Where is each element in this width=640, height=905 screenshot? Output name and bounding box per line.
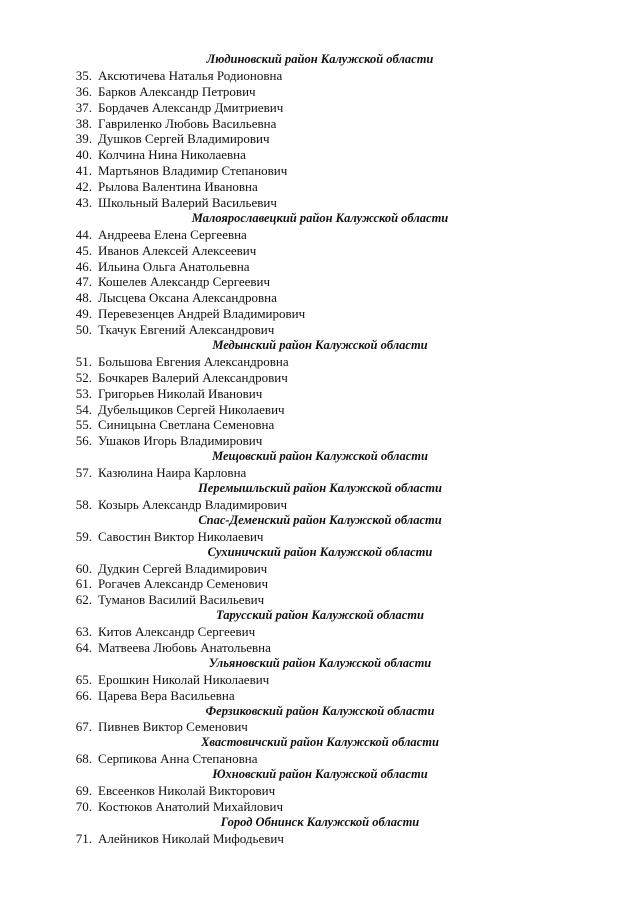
entry-number: 70. xyxy=(75,798,92,814)
entry-number: 39. xyxy=(75,131,92,147)
entry-number: 55. xyxy=(75,417,92,433)
list-item xyxy=(0,561,640,577)
entry-number: 66. xyxy=(75,687,92,703)
list-item xyxy=(0,640,640,656)
section-heading: Тарусский район Калужской области xyxy=(216,608,424,623)
entry-number: 49. xyxy=(75,306,92,322)
entry-name: Матвеева Любовь Анатольевна xyxy=(98,639,271,655)
list-item xyxy=(0,576,640,592)
entry-name: Савостин Виктор Николаевич xyxy=(98,528,264,544)
list-item xyxy=(0,751,640,767)
entry-number: 47. xyxy=(75,274,92,290)
entry-name: Ушаков Игорь Владимирович xyxy=(98,433,263,449)
entry-number: 44. xyxy=(75,226,92,242)
entry-name: Туманов Василий Васильевич xyxy=(98,592,265,608)
list-item xyxy=(0,688,640,704)
entry-number: 54. xyxy=(75,401,92,417)
entry-number: 67. xyxy=(75,719,92,735)
list-item xyxy=(0,227,640,243)
section-heading: Медынский район Калужской области xyxy=(212,338,428,353)
list-item xyxy=(0,672,640,688)
list-item xyxy=(0,195,640,211)
section-heading: Юхновский район Калужской области xyxy=(212,767,428,782)
list-item xyxy=(0,433,640,449)
entry-name: Большова Евгения Александровна xyxy=(98,353,289,369)
entry-name: Перевезенцев Андрей Владимирович xyxy=(98,306,306,322)
section-heading: Мещовский район Калужской области xyxy=(212,449,428,464)
entry-name: Душков Сергей Владимирович xyxy=(98,131,270,147)
entry-name: Рогачев Александр Семенович xyxy=(98,576,269,592)
list-item xyxy=(0,100,640,116)
entry-name: Ткачук Евгений Александрович xyxy=(98,322,275,338)
entry-number: 36. xyxy=(75,83,92,99)
section-heading: Людиновский район Калужской области xyxy=(206,52,434,66)
entry-number: 51. xyxy=(75,353,92,369)
section-heading: Спас-Деменский район Калужской области xyxy=(198,512,442,527)
entry-number: 60. xyxy=(75,560,92,576)
entry-name: Бочкарев Валерий Александрович xyxy=(98,369,288,385)
list-item xyxy=(0,68,640,84)
entry-name: Аксютичева Наталья Родионовна xyxy=(98,67,283,83)
list-item xyxy=(0,131,640,147)
section-heading: Перемышльский район Калужской области xyxy=(198,481,442,496)
list-item xyxy=(0,163,640,179)
entry-number: 61. xyxy=(75,576,92,592)
entry-name: Лысцева Оксана Александровна xyxy=(98,290,277,306)
list-item xyxy=(0,529,640,545)
document-page xyxy=(0,52,640,847)
entry-number: 46. xyxy=(75,258,92,274)
entry-name: Мартьянов Владимир Степанович xyxy=(98,163,288,179)
entry-number: 63. xyxy=(75,624,92,640)
list-item xyxy=(0,719,640,735)
entry-number: 62. xyxy=(75,592,92,608)
section-heading: Малоярославецкий район Калужской области xyxy=(191,210,449,225)
entry-name: Дубельщиков Сергей Николаевич xyxy=(98,401,285,417)
entry-number: 71. xyxy=(75,830,92,846)
entry-number: 41. xyxy=(75,163,92,179)
entry-number: 43. xyxy=(75,195,92,211)
entry-name: Синицына Светлана Семеновна xyxy=(98,417,275,433)
section-heading: Сухиничский район Калужской области xyxy=(207,544,433,559)
list-item xyxy=(0,306,640,322)
entry-number: 38. xyxy=(75,115,92,131)
section-heading: Город Обнинск Калужской области xyxy=(220,814,420,829)
entry-number: 45. xyxy=(75,242,92,258)
entry-name: Ильина Ольга Анатольевна xyxy=(98,258,250,274)
entry-name: Китов Александр Сергеевич xyxy=(98,624,256,640)
entry-number: 50. xyxy=(75,322,92,338)
entry-name: Григорьев Николай Иванович xyxy=(98,385,263,401)
list-item xyxy=(0,147,640,163)
list-item xyxy=(0,179,640,195)
list-item xyxy=(0,290,640,306)
entry-number: 69. xyxy=(75,782,92,798)
entry-name: Гавриленко Любовь Васильевна xyxy=(98,115,277,131)
entry-number: 42. xyxy=(75,179,92,195)
entry-number: 40. xyxy=(75,147,92,163)
entry-number: 53. xyxy=(75,385,92,401)
entry-number: 52. xyxy=(75,369,92,385)
entry-name: Андреева Елена Сергеевна xyxy=(98,226,247,242)
entry-number: 57. xyxy=(75,465,92,481)
list-item xyxy=(0,386,640,402)
entry-number: 56. xyxy=(75,433,92,449)
entry-number: 68. xyxy=(75,751,92,767)
list-item xyxy=(0,259,640,275)
section-heading: Ферзиковский район Калужской области xyxy=(205,703,435,718)
entry-name: Барков Александр Петрович xyxy=(98,83,256,99)
entry-name: Пивнев Виктор Семенович xyxy=(98,719,248,735)
list-item xyxy=(0,402,640,418)
entry-name: Царева Вера Васильевна xyxy=(98,687,235,703)
entry-name: Казюлина Наира Карловна xyxy=(98,465,247,481)
section-heading: Ульяновский район Калужской области xyxy=(208,655,432,670)
list-item xyxy=(0,370,640,386)
entry-name: Костюков Анатолий Михайлович xyxy=(98,798,284,814)
list-item xyxy=(0,243,640,259)
section-heading: Хвастовичский район Калужской области xyxy=(201,735,439,750)
entry-name: Рылова Валентина Ивановна xyxy=(98,179,258,195)
entry-number: 59. xyxy=(75,528,92,544)
entry-name: Иванов Алексей Алексеевич xyxy=(98,242,257,258)
entry-number: 37. xyxy=(75,99,92,115)
list-item xyxy=(0,592,640,608)
entry-name: Бордачев Александр Дмитриевич xyxy=(98,99,284,115)
list-item xyxy=(0,417,640,433)
entry-name: Евсеенков Николай Викторович xyxy=(98,782,276,798)
list-item xyxy=(0,831,640,847)
list-item xyxy=(0,116,640,132)
entry-number: 48. xyxy=(75,290,92,306)
entry-name: Кошелев Александр Сергеевич xyxy=(98,274,271,290)
list-item xyxy=(0,624,640,640)
entry-name: Колчина Нина Николаевна xyxy=(98,147,246,163)
entry-name: Козырь Александр Владимирович xyxy=(98,496,288,512)
list-item xyxy=(0,799,640,815)
list-item xyxy=(0,497,640,513)
list-item xyxy=(0,322,640,338)
entry-number: 35. xyxy=(75,67,92,83)
entry-name: Школьный Валерий Васильевич xyxy=(98,195,277,211)
entry-number: 64. xyxy=(75,639,92,655)
list-item xyxy=(0,274,640,290)
entry-number: 65. xyxy=(75,671,92,687)
list-item xyxy=(0,354,640,370)
entry-number: 58. xyxy=(75,496,92,512)
entry-name: Алейников Николай Мифодьевич xyxy=(98,830,284,846)
list-item xyxy=(0,465,640,481)
entry-name: Серпикова Анна Степановна xyxy=(98,751,258,767)
entry-name: Ерошкин Николай Николаевич xyxy=(98,671,270,687)
list-item xyxy=(0,84,640,100)
list-item xyxy=(0,783,640,799)
entry-name: Дудкин Сергей Владимирович xyxy=(98,560,268,576)
